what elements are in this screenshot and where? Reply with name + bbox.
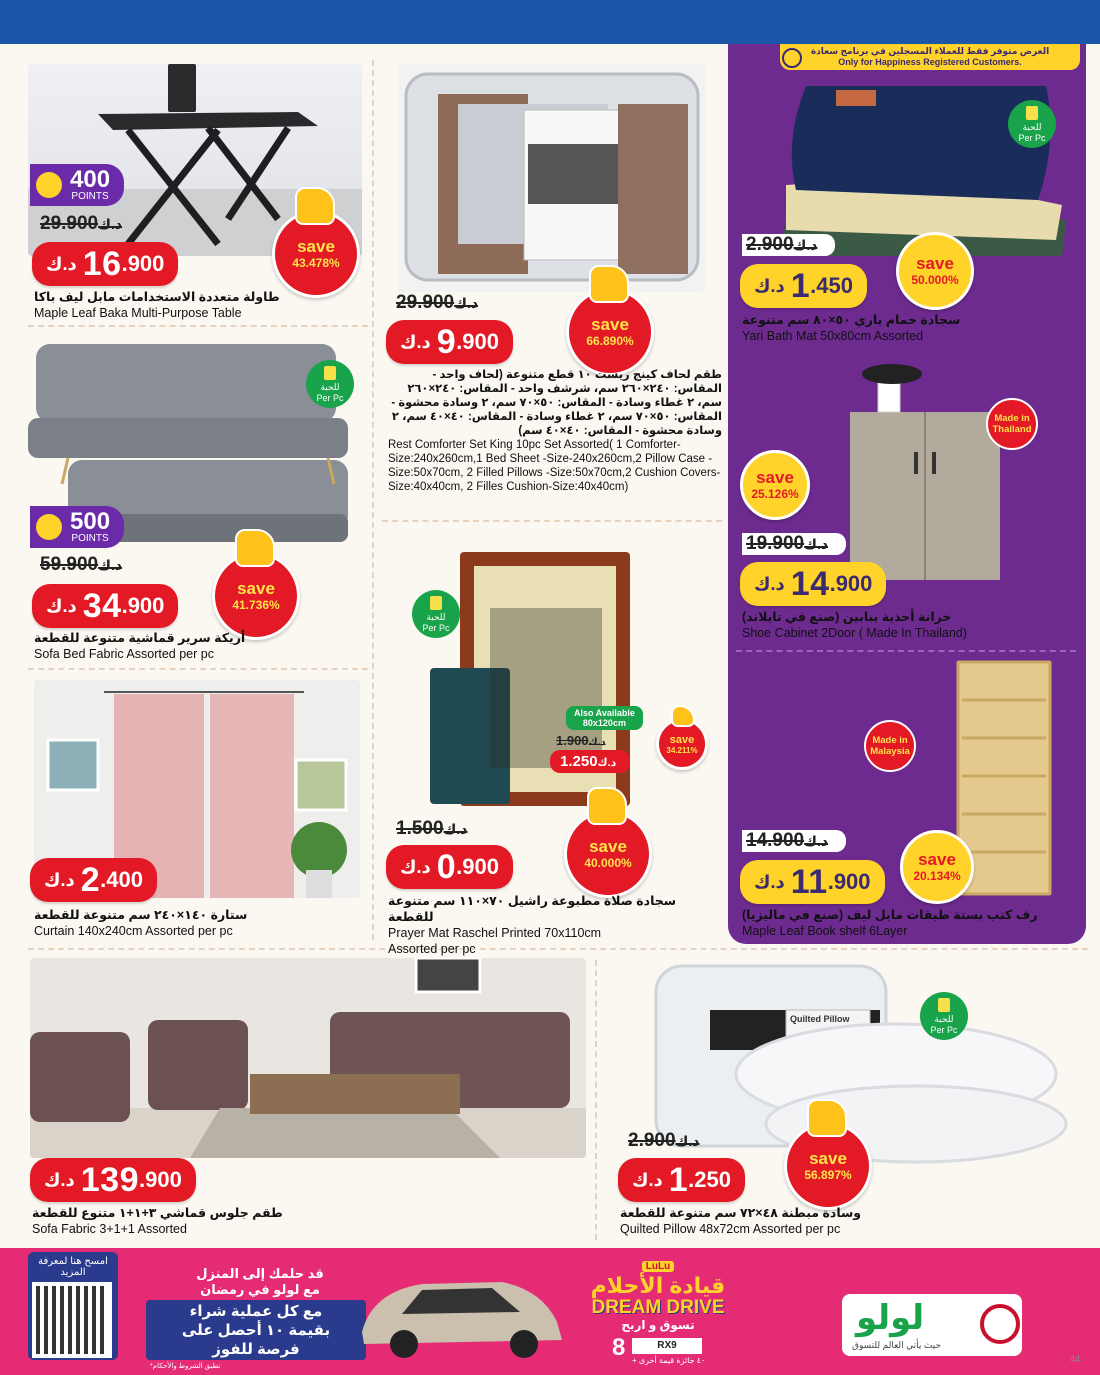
sale-price: د.ك 2 .400: [30, 858, 157, 902]
divider: [382, 520, 722, 522]
made-in-badge: Made in Malaysia: [864, 720, 916, 772]
promo-offer: مع كل عملية شراء بقيمة ١٠ أحصل على فرصة للفوز: [146, 1300, 366, 1360]
divider: [736, 650, 1076, 652]
qr-code-icon: [32, 1282, 112, 1358]
per-pc-badge: للحبة Per Pc: [920, 992, 968, 1040]
also-save-badge: save 34.211%: [656, 718, 708, 770]
thumbs-up-icon: [807, 1099, 847, 1137]
points-badge: [30, 164, 124, 206]
also-old-price: د.ك1.900: [556, 733, 606, 748]
sale-price: د.ك 9 .900: [386, 320, 513, 364]
product-description: وسادة مبطنة ٤٨×٧٢ سم متنوعة للقطعة Quilted Pillow 48x72cm Assorted per pc: [620, 1206, 862, 1236]
per-pc-badge: للحبة Per Pc: [412, 590, 460, 638]
divider: [28, 668, 368, 670]
pillow-pack-label: Quilted Pillow: [790, 1014, 850, 1024]
old-price: د.ك59.900: [40, 554, 123, 575]
sale-price: د.ك 16 .900: [32, 242, 178, 286]
save-badge: save 20.134%: [900, 830, 974, 904]
sale-price: د.ك 1 .250: [618, 1158, 745, 1202]
product-description: سجادة حمام ياري ٥٠×٨٠ سم متنوعة Yari Bath Mat 50x80cm Assorted: [742, 313, 961, 343]
save-badge: save 50.000%: [896, 232, 974, 310]
save-badge: save 66.890%: [566, 288, 654, 376]
page-number: 44: [1070, 1354, 1081, 1364]
sale-price: د.ك 139 .900: [30, 1158, 196, 1202]
sale-price: د.ك 1 .450: [740, 264, 867, 308]
points-value: 500: [70, 507, 111, 535]
happiness-smile-icon: [782, 48, 802, 68]
product-description: طقم لحاف كينج ريست ١٠ قطع متنوعة (لحاف واحد - المقاس: ٢٤٠×٢٦٠ سم، شرشف واحد - المقاس: ٢٤٠×٢٦٠ سم، ٢ غطاء وسادة - المقاس: ٥٠×٧٠ سم، ٢ وسادة محشوة - المقاس: ٥٠×٧٠ سم، ٢ غطاء وسادة - المقاس: ٤٠×٤٠ سم، ٢ وسادة محشوة - المقاس: ٤٠×٤٠ سم) Rest Comforter Set King 10pc Set Assorted( 1 Comforter-Size:240x260cm,1 Bed Sheet -Size-240x260cm,2 Pillow Case -Size:50x70cm, 2 Filled Pillows -Size:50x70cm,2 Cushion Covers-Size:40x40cm, 2 Filles Cushion-Size:40x40cm): [388, 369, 722, 493]
scan-text: امسح هنا لمعرفة المزيد: [38, 1256, 108, 1278]
also-available-tag: Also Available 80x120cm: [566, 706, 643, 730]
thumbs-up-icon: [671, 705, 695, 727]
thumbs-up-icon: [587, 787, 627, 825]
happiness-smile-icon: [36, 172, 62, 198]
thumbs-up-icon: [295, 187, 335, 225]
happiness-smile-icon: [36, 514, 62, 540]
sale-price: د.ك 34 .900: [32, 584, 178, 628]
also-sale-price: د.ك1.250: [550, 750, 630, 773]
points-badge: [30, 506, 124, 548]
old-price: د.ك1.500: [396, 818, 468, 839]
per-pc-badge: للحبة Per Pc: [1008, 100, 1056, 148]
product-description: خزانة أحذية ببابين (صنع في تايلاند) Shoe Cabinet 2Door ( Made In Thailand): [742, 610, 967, 640]
product-description: سجادة صلاة مطبوعة راشيل ٧٠×١١٠ سم متنوعة للقطعة Prayer Mat Raschel Printed 70x110cm Assorted per pc: [388, 894, 677, 956]
old-price: د.ك29.900: [396, 292, 479, 313]
save-badge: save 40.000%: [564, 810, 652, 898]
old-price: د.ك2.900: [628, 1130, 700, 1151]
comforter-photo: [398, 64, 706, 292]
thumbs-up-icon: [235, 529, 275, 567]
lulu-tagline: حيث يأتي العالم للتسوق: [852, 1340, 942, 1350]
per-pc-badge: للحبة Per Pc: [306, 360, 354, 408]
dream-drive-logo: LuLu قيادة الأحلام DREAM DRIVE تسوق و اربح: [590, 1261, 726, 1332]
qr-box[interactable]: [28, 1252, 118, 1360]
made-in-badge: Made in Thailand: [986, 398, 1038, 450]
product-description: ستارة ١٤٠×٢٤٠ سم متنوعة للقطعة Curtain 140x240cm Assorted per pc: [34, 908, 248, 938]
divider: [28, 325, 368, 327]
thumbs-up-icon: [589, 265, 629, 303]
top-bar: [0, 0, 1100, 44]
old-price: د.ك14.900: [742, 830, 846, 852]
product-description: أريكة سرير قماشية متنوعة للقطعة Sofa Bed Fabric Assorted per pc: [34, 631, 246, 661]
lulu-logo-text: لولو: [856, 1299, 925, 1337]
divider: [595, 960, 597, 1240]
save-badge: save 56.897%: [784, 1122, 872, 1210]
old-price: د.ك2.900: [742, 234, 835, 256]
shoecabinet-photo: [848, 362, 1004, 580]
terms-text: *تطبق الشروط والأحكام: [150, 1363, 221, 1370]
prize-model: RX9: [632, 1338, 702, 1354]
sofa-photo: [30, 958, 586, 1158]
save-badge: save 41.736%: [212, 552, 300, 640]
sale-price: د.ك 14 .900: [740, 562, 886, 606]
old-price: د.ك29.900: [40, 213, 123, 234]
save-badge: save 43.478%: [272, 210, 360, 298]
points-value: 400: [70, 165, 111, 193]
save-badge: save 25.126%: [740, 450, 810, 520]
old-price: د.ك19.900: [742, 533, 846, 555]
registered-notice: العرض متوفر فقط للعملاء المسجلين في برنامج سعادة Only for Happiness Registered Customers.: [780, 44, 1080, 70]
product-description: رف كتب بستة طبقات مابل ليف (صنع في ماليزيا) Maple Leaf Book shelf 6Layer: [742, 908, 1038, 938]
sale-price: د.ك 11 .900: [740, 860, 885, 904]
lulu-logo-icon: [980, 1304, 1020, 1344]
divider: [372, 60, 374, 940]
sale-price: د.ك 0 .900: [386, 845, 513, 889]
product-description: طاولة متعددة الاستخدامات مابل ليف باكا Maple Leaf Baka Multi-Purpose Table: [34, 290, 280, 320]
prize-note: + ٤٠ جائزة قيمة أخرى: [632, 1356, 706, 1365]
promo-intro: قد حلمك إلى المنزل مع لولو في رمضان: [196, 1266, 324, 1297]
points-label: POINTS: [71, 190, 109, 202]
product-description: طقم جلوس قماشي ٣+١+١ متنوع للقطعة Sofa Fabric 3+1+1 Assorted: [32, 1206, 283, 1236]
points-label: POINTS: [71, 532, 109, 544]
car-image: [352, 1262, 572, 1362]
prize-count: 8: [612, 1334, 626, 1361]
